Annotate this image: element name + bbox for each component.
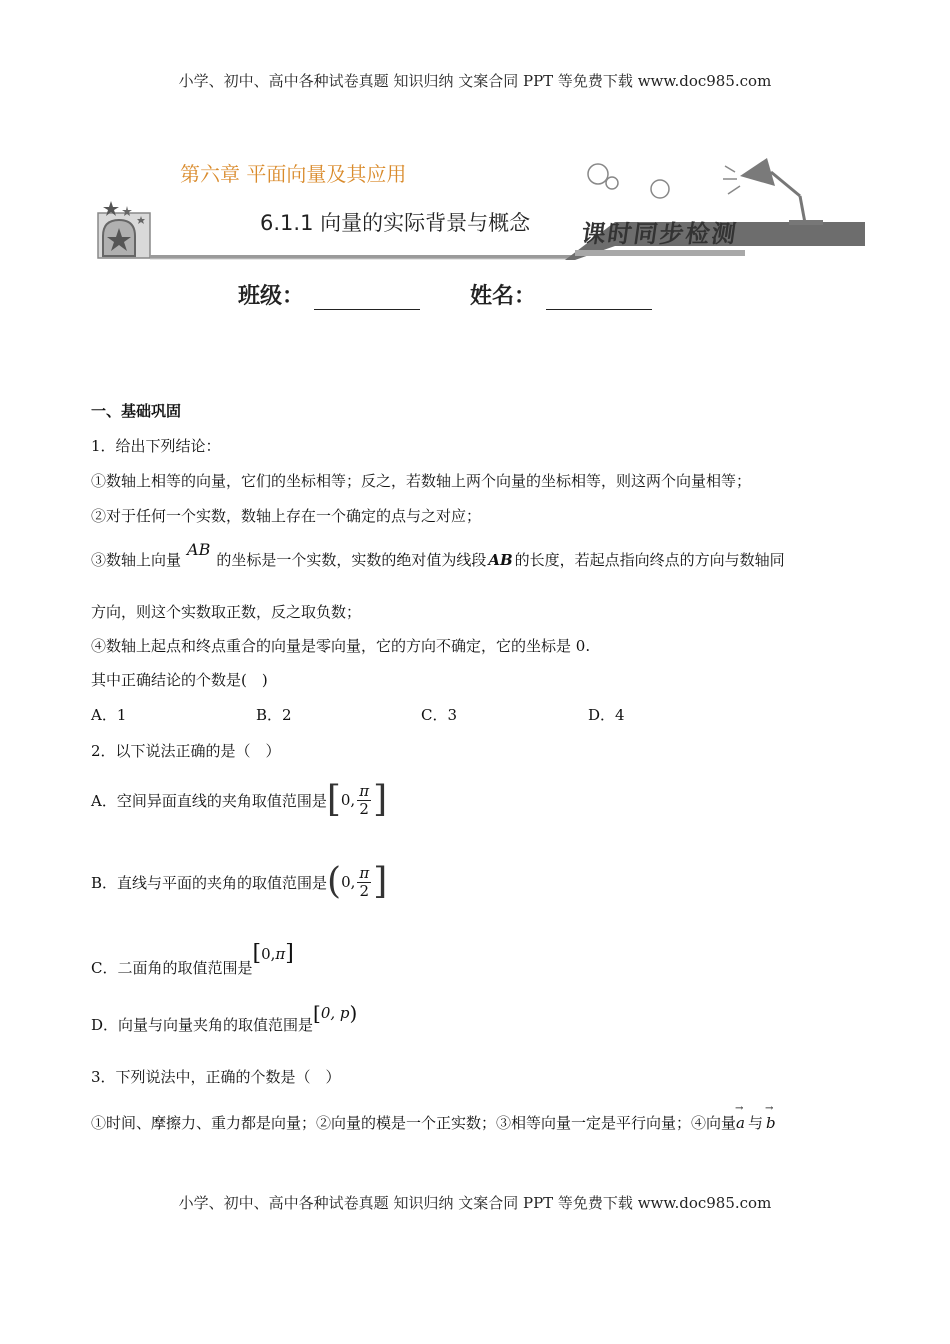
q2-option-c-text: C．二面角的取值范围是 <box>91 959 253 977</box>
q3-stem: 3．下列说法中，正确的个数是（ ） <box>91 1068 341 1086</box>
q2-option-d-math: [ 0, p ) <box>313 1001 358 1025</box>
lesson-title: 6.1.1 向量的实际背景与概念 <box>260 211 531 235</box>
q2-option-b-math: ( 0, $\frac{\pi}{2}$ ] <box>327 861 388 902</box>
q1-option-b[interactable]: B．2 <box>256 706 292 724</box>
q2-option-b-text: B．直线与平面的夹角的取值范围是 <box>91 873 328 892</box>
q1-s3-part-a: ③数轴上向量 <box>91 551 182 569</box>
name-blank[interactable] <box>546 287 652 310</box>
q2-option-c-math: [ 0, π ] <box>252 941 294 966</box>
vector-ab: AB <box>187 540 211 559</box>
q1-statement-3 <box>91 540 785 570</box>
q2-option-b[interactable] <box>91 858 387 906</box>
vector-a: → a <box>736 1114 745 1132</box>
segment-ab: AB <box>488 551 513 569</box>
q1-statement-3-cont: 方向，则这个实数取正数，反之取负数； <box>91 603 362 621</box>
q2-option-c[interactable] <box>91 941 294 978</box>
class-blank[interactable] <box>314 287 420 310</box>
q2-option-a-math: [ 0, $\frac{\pi}{2}$ ] <box>326 779 388 820</box>
q2-option-a-text: A．空间异面直线的夹角取值范围是 <box>91 791 327 810</box>
vector-b: → b <box>766 1114 776 1132</box>
q1-statement-4: ④数轴上起点和终点重合的向量是零向量，它的方向不确定，它的坐标是 0. <box>91 637 591 655</box>
q3-with: 与 <box>747 1114 763 1132</box>
class-field <box>238 279 420 310</box>
q1-option-c[interactable]: C．3 <box>421 706 458 724</box>
q1-statement-2: ②对于任何一个实数，数轴上存在一个确定的点与之对应； <box>91 507 482 525</box>
q2-option-d-text: D．向量与向量夹角的取值范围是 <box>91 1016 314 1034</box>
q1-option-d[interactable]: D．4 <box>588 706 625 724</box>
q1-ask: 其中正确结论的个数是( ) <box>91 671 268 689</box>
q1-statement-1: ①数轴上相等的向量，它们的坐标相等；反之，若数轴上两个向量的坐标相等，则这两个向量相等； <box>91 472 752 490</box>
name-label: 姓名： <box>470 284 537 309</box>
q3-line-1-text: ①时间、摩擦力、重力都是向量；②向量的模是一个正实数；③相等向量一定是平行向量；④向量 <box>91 1114 737 1132</box>
chapter-title: 第六章 平面向量及其应用 <box>180 162 407 186</box>
sync-test-badge: 课时同步检测 <box>579 220 740 248</box>
section-title: 一、基础巩固 <box>91 402 182 420</box>
star-house-icon <box>98 201 150 258</box>
q3-line-1 <box>91 1112 776 1133</box>
q1-s3-part-c: 的长度，若起点指向终点的方向与数轴同 <box>514 551 785 569</box>
q1-option-a[interactable]: A．1 <box>91 706 127 724</box>
page-footer: 小学、初中、高中各种试卷真题 知识归纳 文案合同 PPT 等免费下载 www.doc985.com <box>178 1194 772 1212</box>
banner-graphic <box>95 128 865 268</box>
q1-stem: 1．给出下列结论： <box>91 437 221 455</box>
q2-stem: 2．以下说法正确的是（ ） <box>91 742 281 760</box>
name-field <box>470 279 652 310</box>
chapter-banner <box>95 128 865 268</box>
page-header: 小学、初中、高中各种试卷真题 知识归纳 文案合同 PPT 等免费下载 www.doc985.com <box>178 72 772 90</box>
class-label: 班级： <box>238 284 305 309</box>
q2-option-d[interactable] <box>91 1001 357 1035</box>
q1-s3-part-b: 的坐标是一个实数，实数的绝对值为线段 <box>216 551 487 569</box>
q2-option-a[interactable] <box>91 776 387 824</box>
